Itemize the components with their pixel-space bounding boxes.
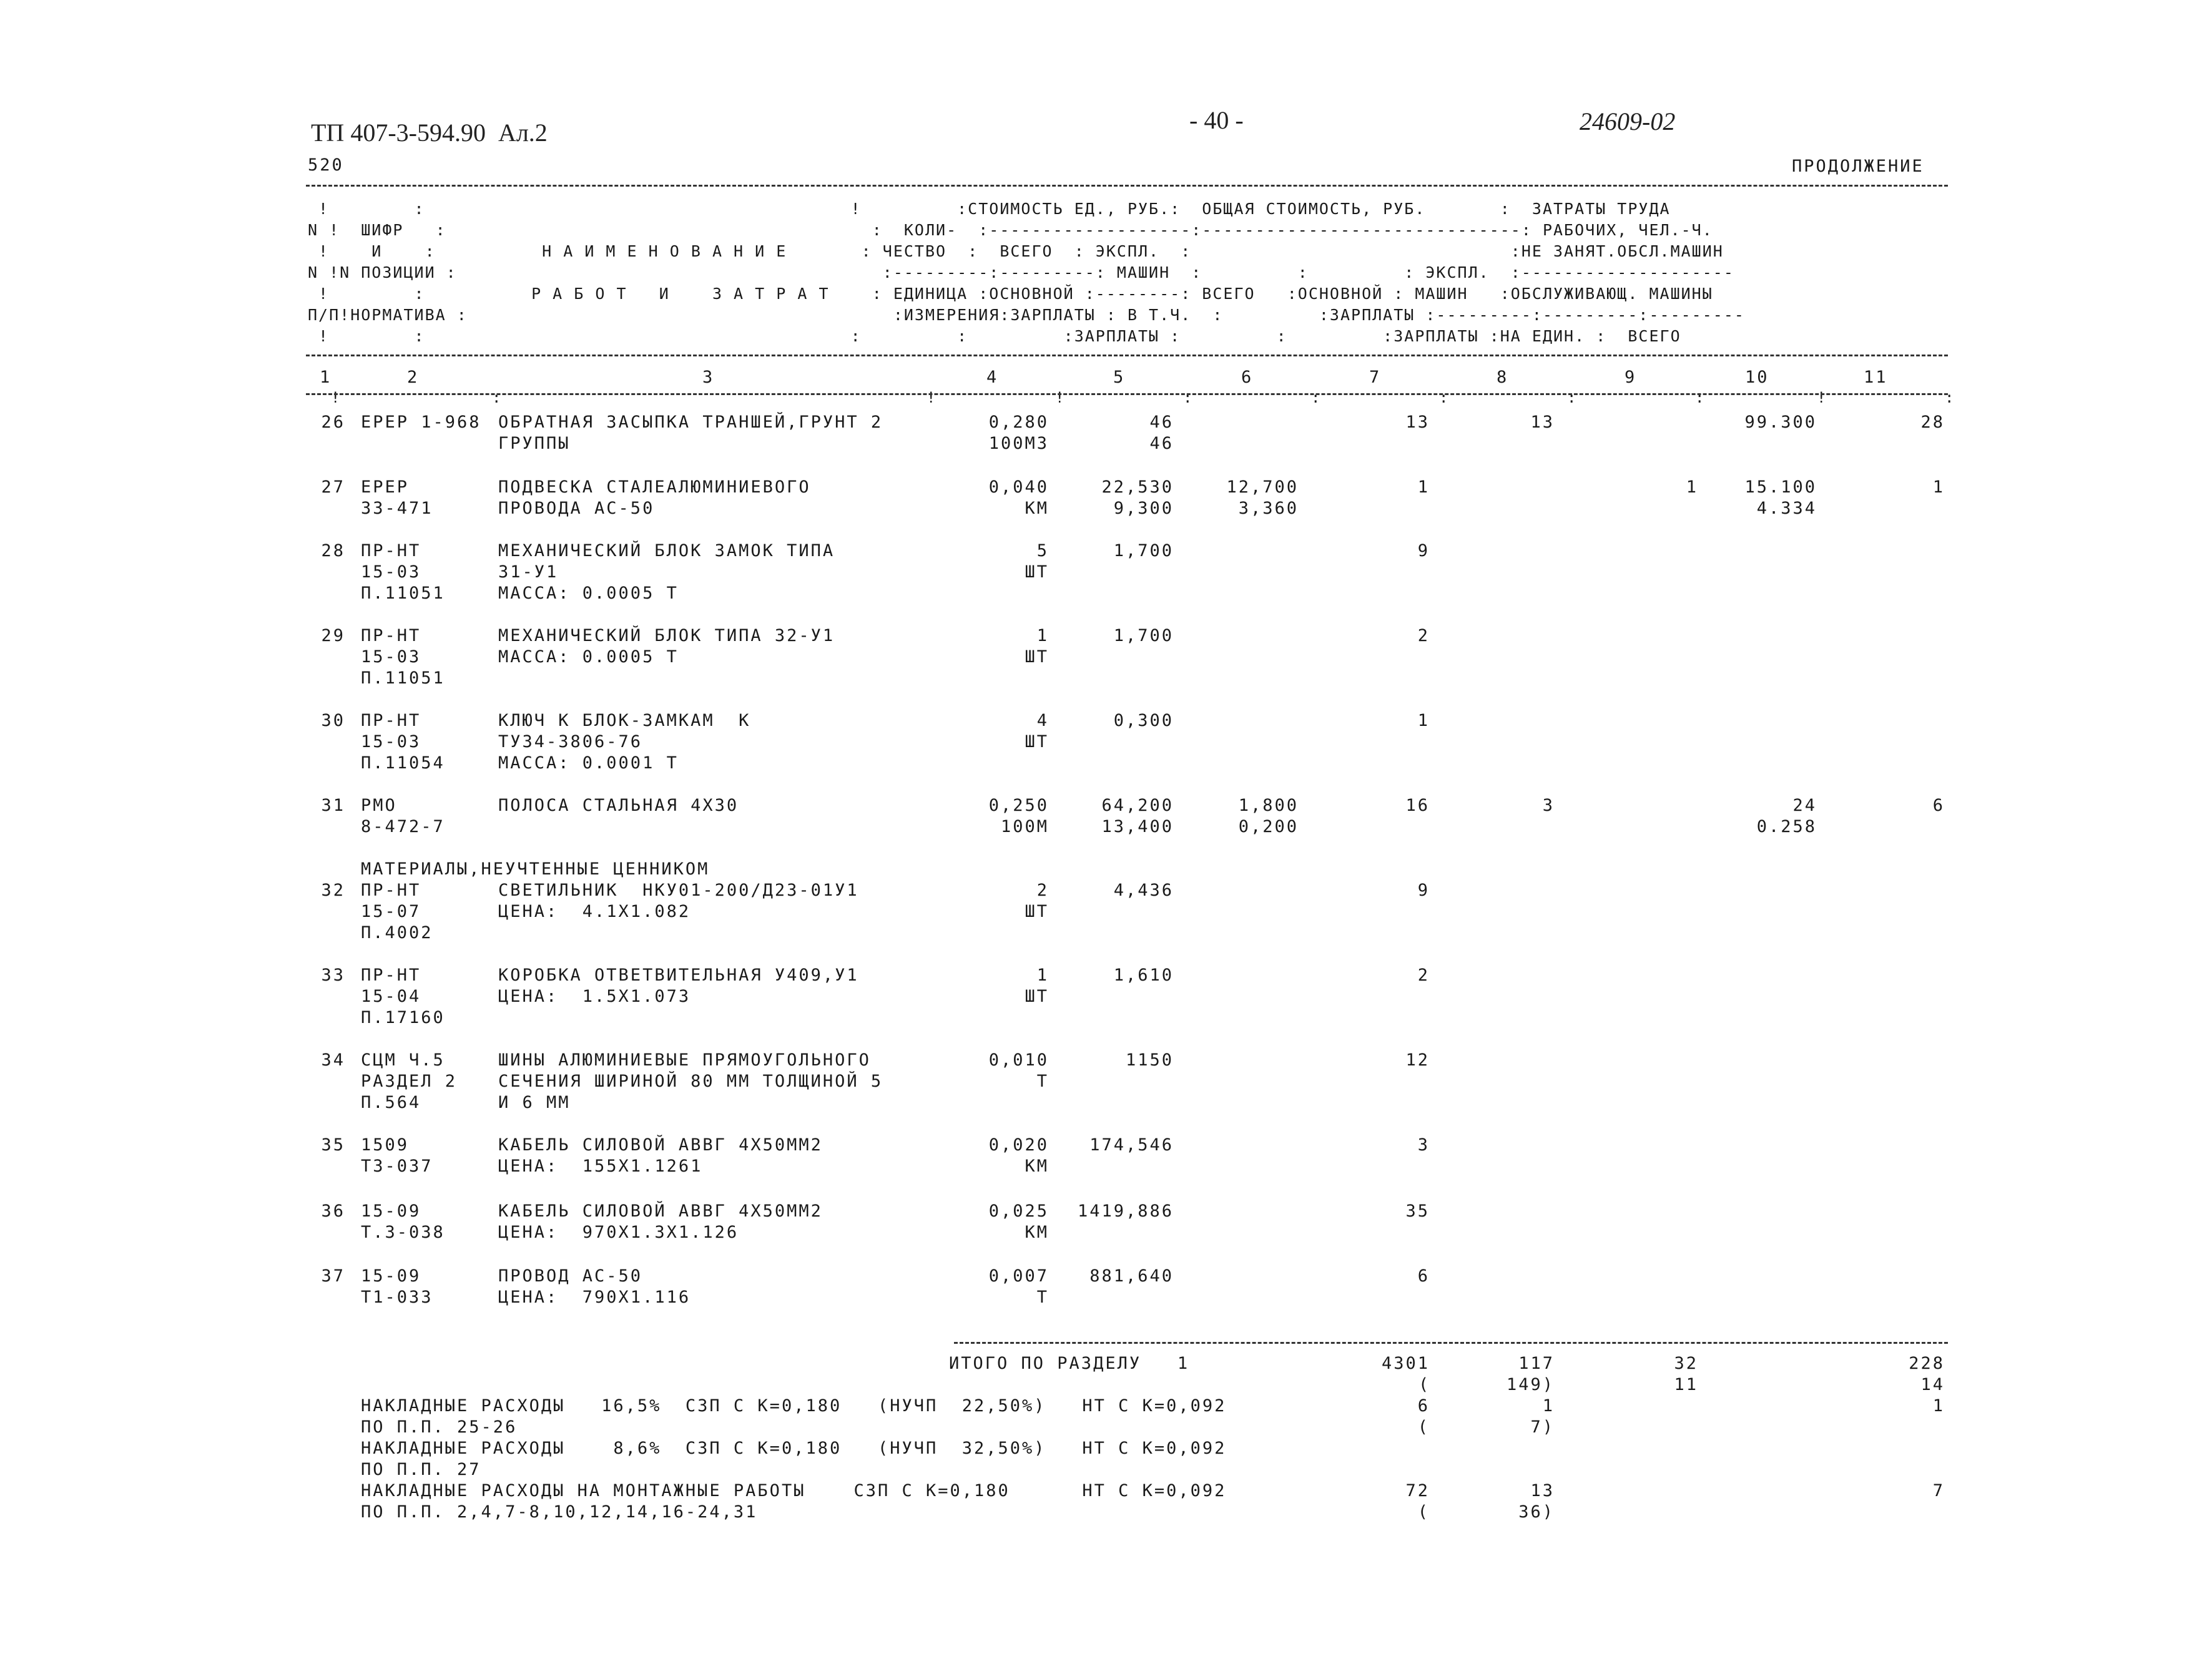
unit-cost-machines: 12,700 <box>1226 477 1299 497</box>
norm-code: ЕРЕР <box>361 477 410 497</box>
column-number: 11 <box>1864 368 1888 387</box>
column-number: 8 <box>1497 368 1509 387</box>
total-cost: 13 <box>1405 413 1430 432</box>
row-number: 30 <box>321 711 345 730</box>
unit-cost-total: 0,300 <box>1113 711 1174 730</box>
work-name: 31-У1 <box>498 562 559 582</box>
labor-per-unit: 15.100 <box>1744 477 1817 497</box>
unit-cost-total: 46 <box>1149 413 1174 432</box>
quantity-unit: 5 <box>1036 541 1049 560</box>
unit-cost-machines: 3,360 <box>1238 499 1299 518</box>
total-cost: 1 <box>1417 477 1430 497</box>
norm-code: 33-471 <box>361 499 433 518</box>
row-number: 27 <box>321 477 345 497</box>
quantity-unit: Т <box>1036 1288 1049 1307</box>
quantity-unit: ШТ <box>1025 987 1049 1006</box>
quantity-unit: 100М <box>1000 817 1049 836</box>
work-name: ЦЕНА: 155Х1.1261 <box>498 1157 703 1176</box>
overhead-labor: 1 <box>1932 1396 1945 1416</box>
unit-cost-total: 1,700 <box>1113 626 1174 645</box>
work-name: И 6 ММ <box>498 1093 571 1112</box>
row-number: 28 <box>321 541 345 560</box>
norm-code: ЕРЕР 1-968 <box>361 413 481 432</box>
norm-code: 15-09 <box>361 1201 421 1221</box>
work-name: МАССА: 0.0005 Т <box>498 584 679 603</box>
unit-cost-total: 9,300 <box>1113 499 1174 518</box>
quantity-unit: 0,007 <box>988 1266 1049 1286</box>
total-cost: 9 <box>1417 541 1430 560</box>
unit-cost-total: 1,610 <box>1113 966 1174 985</box>
work-name: СВЕТИЛЬНИК НКУ01-200/Д23-01У1 <box>498 881 859 900</box>
total-cost: 3 <box>1417 1135 1430 1155</box>
total-cost: 2 <box>1417 626 1430 645</box>
quantity-unit: КМ <box>1025 1223 1049 1242</box>
quantity-unit: 1 <box>1036 966 1049 985</box>
norm-code: Т3-037 <box>361 1157 433 1176</box>
unit-cost-total: 46 <box>1149 434 1174 453</box>
quantity-unit: КМ <box>1025 499 1049 518</box>
page-number: - 40 - <box>1189 106 1244 134</box>
overhead-positions: ПО П.П. 2,4,7-8,10,12,14,16-24,31 <box>361 1502 758 1522</box>
overhead-total-paren: ( <box>1417 1417 1430 1437</box>
unit-cost-total: 4,436 <box>1113 881 1174 900</box>
overhead-wage: 13 <box>1530 1481 1555 1500</box>
overhead-description: НАКЛАДНЫЕ РАСХОДЫ 8,6% СЗП С К=0,180 (НУЧП 32,50%) НТ С К=0,092 <box>361 1439 1227 1458</box>
row-number: 37 <box>321 1266 345 1286</box>
labor-total: 6 <box>1932 796 1945 815</box>
unit-cost-total: 1,700 <box>1113 541 1174 560</box>
work-name: ЦЕНА: 1.5Х1.073 <box>498 987 691 1006</box>
quantity-unit: ШТ <box>1025 732 1049 751</box>
total-base-wage: 3 <box>1542 796 1555 815</box>
overhead-wage: 1 <box>1542 1396 1555 1416</box>
column-number: 10 <box>1745 368 1769 387</box>
row-number: 31 <box>321 796 345 815</box>
norm-code: 1509 <box>361 1135 410 1155</box>
work-name: КЛЮЧ К БЛОК-ЗАМКАМ К <box>498 711 751 730</box>
labor-per-unit: 4.334 <box>1756 499 1817 518</box>
norm-code: ПР-НТ <box>361 541 421 560</box>
column-number: 3 <box>702 368 715 387</box>
quantity-unit: 100М3 <box>988 434 1049 453</box>
column-number: 9 <box>1625 368 1637 387</box>
row-number: 36 <box>321 1201 345 1221</box>
work-name: ТУ34-3806-76 <box>498 732 643 751</box>
quantity-unit: 0,280 <box>988 413 1049 432</box>
unit-cost-total: 13,400 <box>1101 817 1174 836</box>
quantity-unit: ШТ <box>1025 562 1049 582</box>
totals-col9: 32 <box>1674 1354 1698 1373</box>
work-name: ШИНЫ АЛЮМИНИЕВЫЕ ПРЯМОУГОЛЬНОГО <box>498 1050 871 1070</box>
quantity-unit: 0,025 <box>988 1201 1049 1221</box>
unit-cost-total: 22,530 <box>1101 477 1174 497</box>
quantity-unit: 0,020 <box>988 1135 1049 1155</box>
work-name: ЦЕНА: 4.1Х1.082 <box>498 902 691 921</box>
unit-cost-machines: 1,800 <box>1238 796 1299 815</box>
norm-code: СЦМ Ч.5 <box>361 1050 445 1070</box>
overhead-description: НАКЛАДНЫЕ РАСХОДЫ 16,5% СЗП С К=0,180 (НУЧП 22,50%) НТ С К=0,092 <box>361 1396 1227 1416</box>
row-number: 33 <box>321 966 345 985</box>
totals-col11-b: 14 <box>1920 1375 1945 1394</box>
row-number: 26 <box>321 413 345 432</box>
overhead-total: 6 <box>1417 1396 1430 1416</box>
totals-col8: 117 <box>1518 1354 1555 1373</box>
materials-note: МАТЕРИАЛЫ,НЕУЧТЕННЫЕ ЦЕННИКОМ <box>361 859 710 879</box>
work-name: ПРОВОД АС-50 <box>498 1266 643 1286</box>
work-name: ПОДВЕСКА СТАЛЕАЛЮМИНИЕВОГО <box>498 477 811 497</box>
totals-col11: 228 <box>1909 1354 1945 1373</box>
column-number: 6 <box>1241 368 1254 387</box>
labor-total: 1 <box>1932 477 1945 497</box>
header-line: П/П!НОРМАТИВА : :ИЗМЕРЕНИЯ:ЗАРПЛАТЫ : В Т.Ч. : :ЗАРПЛАТЫ :---------:---------:--------- <box>308 306 1745 324</box>
header-line: ! И : Н А И М Е Н О В А Н И Е : ЧЕСТВО : ВСЕГО : ЭКСПЛ. : :НЕ ЗАНЯТ.ОБСЛ.МАШИН <box>308 242 1724 260</box>
work-name: КАБЕЛЬ СИЛОВОЙ АВВГ 4Х50ММ2 <box>498 1135 823 1155</box>
norm-code: 8-472-7 <box>361 817 445 836</box>
total-cost: 9 <box>1417 881 1430 900</box>
continuation-label: ПРОДОЛЖЕНИЕ <box>1792 157 1924 176</box>
quantity-unit: Т <box>1036 1072 1049 1091</box>
total-cost: 2 <box>1417 966 1430 985</box>
work-name: ОБРАТНАЯ ЗАСЫПКА ТРАНШЕЙ,ГРУНТ 2 <box>498 413 883 432</box>
header-rule-top <box>306 185 1948 187</box>
norm-code: П.11051 <box>361 584 445 603</box>
labor-per-unit: 24 <box>1792 796 1817 815</box>
labor-per-unit: 0.258 <box>1756 817 1817 836</box>
overhead-total: 72 <box>1405 1481 1430 1500</box>
norm-code: ПР-НТ <box>361 966 421 985</box>
norm-code: П.564 <box>361 1093 421 1112</box>
work-name: МАССА: 0.0005 Т <box>498 647 679 667</box>
norm-code: 15-04 <box>361 987 421 1006</box>
totals-col8-zp: 149) <box>1506 1375 1555 1394</box>
column-number-separators: ! : ! ! : : : : : ! : <box>331 389 1954 406</box>
labor-per-unit: 99.300 <box>1744 413 1817 432</box>
work-name: СЕЧЕНИЯ ШИРИНОЙ 80 ММ ТОЛЩИНОЙ 5 <box>498 1072 883 1091</box>
norm-code: РМО <box>361 796 397 815</box>
work-name: МЕХАНИЧЕСКИЙ БЛОК ЗАМОК ТИПА <box>498 541 835 560</box>
row-number: 29 <box>321 626 345 645</box>
norm-code: ПР-НТ <box>361 626 421 645</box>
overhead-wage-paren: 36) <box>1518 1502 1555 1522</box>
labor-total: 28 <box>1920 413 1945 432</box>
header-line: ! : ! :СТОИМОСТЬ ЕД., РУБ.: ОБЩАЯ СТОИМОСТЬ, РУБ. : ЗАТРАТЫ ТРУДА <box>308 200 1671 218</box>
work-name: ГРУППЫ <box>498 434 571 453</box>
total-cost: 16 <box>1405 796 1430 815</box>
overhead-wage-paren: 7) <box>1530 1417 1555 1437</box>
column-number: 2 <box>407 368 420 387</box>
column-number: 1 <box>320 368 332 387</box>
work-name: ПОЛОСА СТАЛЬНАЯ 4Х30 <box>498 796 739 815</box>
quantity-unit: 1 <box>1036 626 1049 645</box>
row-number: 32 <box>321 881 345 900</box>
overhead-positions: ПО П.П. 25-26 <box>361 1417 518 1437</box>
work-name: ПРОВОДА АС-50 <box>498 499 655 518</box>
quantity-unit: ШТ <box>1025 647 1049 667</box>
quantity-unit: 0,250 <box>988 796 1049 815</box>
norm-code: ПР-НТ <box>361 881 421 900</box>
quantity-unit: 2 <box>1036 881 1049 900</box>
work-name: МЕХАНИЧЕСКИЙ БЛОК ТИПА 32-У1 <box>498 626 835 645</box>
norm-code: Т1-033 <box>361 1288 433 1307</box>
unit-cost-total: 64,200 <box>1101 796 1174 815</box>
unit-cost-total: 881,640 <box>1089 1266 1174 1286</box>
total-cost: 6 <box>1417 1266 1430 1286</box>
total-cost: 12 <box>1405 1050 1430 1070</box>
column-number: 5 <box>1113 368 1126 387</box>
document-number: 24609-02 <box>1580 107 1676 135</box>
document-code: ТП 407-3-594.90 Ал.2 <box>311 119 548 147</box>
work-name: КАБЕЛЬ СИЛОВОЙ АВВГ 4Х50ММ2 <box>498 1201 823 1221</box>
total-machines: 1 <box>1686 477 1698 497</box>
header-line: N ! ШИФР : : КОЛИ- :-------------------:------------------------------: РАБОЧИХ, ЧЕЛ.-Ч. <box>308 221 1713 239</box>
sheet-number: 520 <box>308 155 344 175</box>
row-number: 34 <box>321 1050 345 1070</box>
work-name: КОРОБКА ОТВЕТВИТЕЛЬНАЯ У409,У1 <box>498 966 859 985</box>
norm-code: 15-09 <box>361 1266 421 1286</box>
work-name: ЦЕНА: 790Х1.116 <box>498 1288 691 1307</box>
norm-code: П.11051 <box>361 668 445 688</box>
overhead-labor: 7 <box>1932 1481 1945 1500</box>
total-base-wage: 13 <box>1530 413 1555 432</box>
totals-rule <box>954 1342 1948 1344</box>
totals-col8-open: ( <box>1418 1375 1431 1394</box>
norm-code: 15-03 <box>361 562 421 582</box>
total-cost: 1 <box>1417 711 1430 730</box>
quantity-unit: 0,010 <box>988 1050 1049 1070</box>
unit-cost-total: 174,546 <box>1089 1135 1174 1155</box>
header-rule-middle <box>306 355 1948 356</box>
work-name: ЦЕНА: 970Х1.3Х1.126 <box>498 1223 739 1242</box>
norm-code: 15-07 <box>361 902 421 921</box>
totals-label: ИТОГО ПО РАЗДЕЛУ 1 <box>949 1354 1190 1373</box>
norm-code: 15-03 <box>361 647 421 667</box>
header-line: N !N ПОЗИЦИИ : :---------:---------: МАШИН : : : ЭКСПЛ. :-------------------- <box>308 263 1734 281</box>
row-number: 35 <box>321 1135 345 1155</box>
norm-code: РАЗДЕЛ 2 <box>361 1072 458 1091</box>
quantity-unit: ШТ <box>1025 902 1049 921</box>
unit-cost-total: 1419,886 <box>1077 1201 1174 1221</box>
norm-code: П.4002 <box>361 923 433 942</box>
norm-code: П.11054 <box>361 753 445 773</box>
unit-cost-machines: 0,200 <box>1238 817 1299 836</box>
column-number: 7 <box>1369 368 1382 387</box>
column-number: 4 <box>986 368 999 387</box>
overhead-total-paren: ( <box>1417 1502 1430 1522</box>
unit-cost-total: 1150 <box>1125 1050 1174 1070</box>
overhead-description: НАКЛАДНЫЕ РАСХОДЫ НА МОНТАЖНЫЕ РАБОТЫ СЗП С К=0,180 НТ С К=0,092 <box>361 1481 1227 1500</box>
header-line: ! : : : :ЗАРПЛАТЫ : : :ЗАРПЛАТЫ :НА ЕДИН. : ВСЕГО <box>308 327 1681 345</box>
total-cost: 35 <box>1405 1201 1430 1221</box>
quantity-unit: 0,040 <box>988 477 1049 497</box>
norm-code: П.17160 <box>361 1008 445 1027</box>
totals-col7: 4301 <box>1381 1354 1430 1373</box>
norm-code: 15-03 <box>361 732 421 751</box>
header-line: ! : Р А Б О Т И З А Т Р А Т : ЕДИНИЦА :ОСНОВНОЙ :--------: ВСЕГО :ОСНОВНОЙ : МАШИН :ОБСЛУЖИВАЮЩ. МАШИНЫ <box>308 285 1713 303</box>
overhead-positions: ПО П.П. 27 <box>361 1460 481 1479</box>
totals-col9-zp: 11 <box>1674 1375 1698 1394</box>
header-rule-bottom <box>306 393 1948 395</box>
quantity-unit: 4 <box>1036 711 1049 730</box>
work-name: МАССА: 0.0001 Т <box>498 753 679 773</box>
norm-code: Т.3-038 <box>361 1223 445 1242</box>
norm-code: ПР-НТ <box>361 711 421 730</box>
quantity-unit: КМ <box>1025 1157 1049 1176</box>
